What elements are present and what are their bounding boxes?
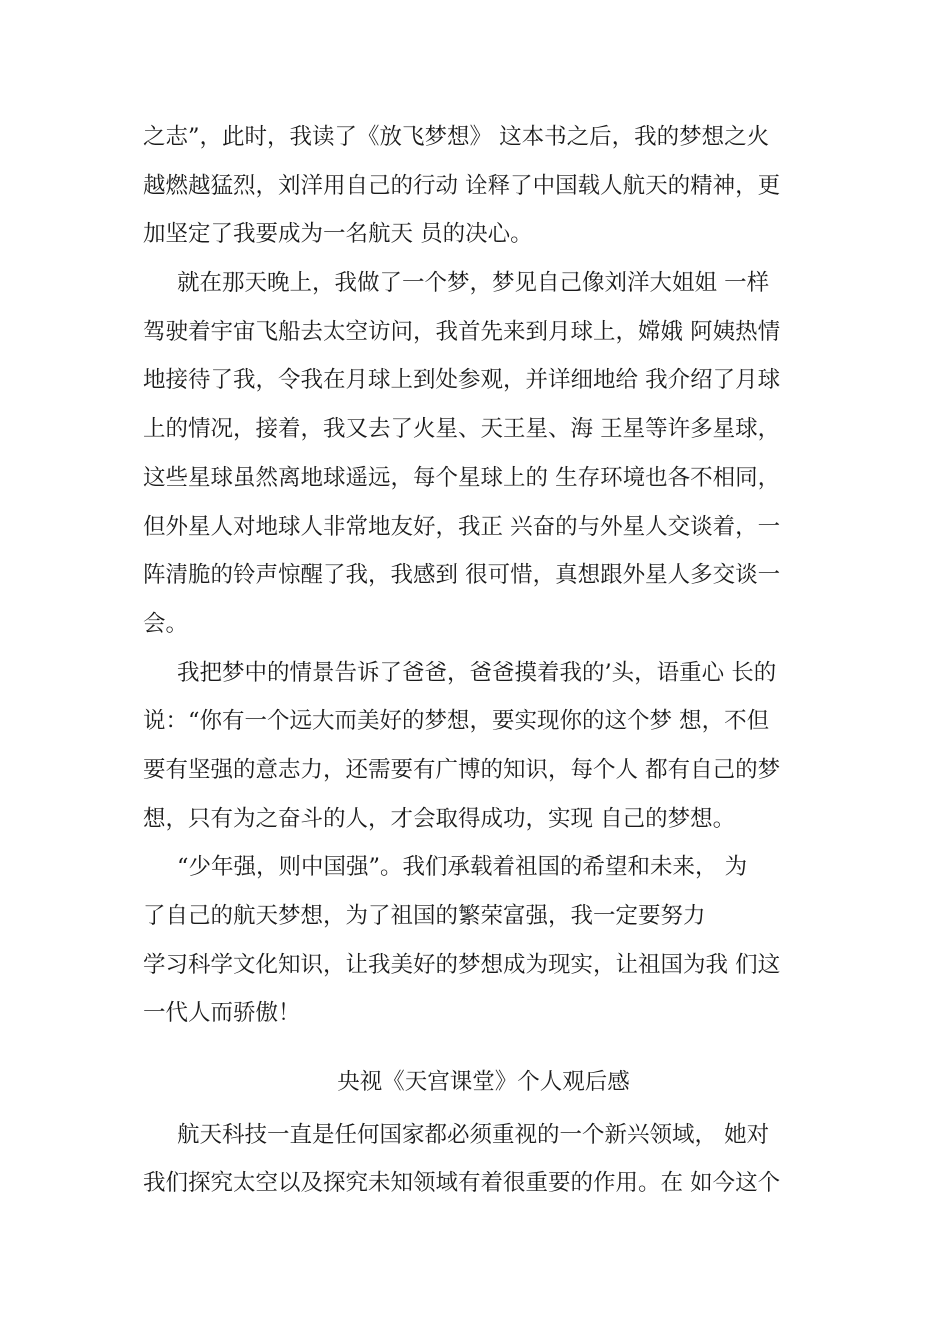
text-line: 上的情况，接着，我又去了火星、天王星、海 王星等许多星球， — [143, 416, 781, 443]
document-body — [143, 113, 818, 1208]
text-line: 要有坚强的意志力，还需要有广博的知识，每个人 都有自己的梦 — [143, 756, 781, 783]
text-line: 地接待了我，令我在月球上到处参观，并详细地给 我介绍了月球 — [143, 367, 781, 394]
text-line: 驾驶着宇宙飞船去太空访问，我首先来到月球上，嫦娥 阿姨热情 — [143, 318, 781, 345]
section-heading: 央视《天宫课堂》个人观后感 — [337, 1069, 630, 1096]
text-line: 我把梦中的情景告诉了爸爸，爸爸摸着我的’头，语重心 长的 — [177, 659, 777, 686]
text-line: 了自己的航天梦想，为了祖国的繁荣富强，我一定要努力 — [143, 903, 706, 929]
text-line: 这些星球虽然离地球遥远，每个星球上的 生存环境也各不相同， — [143, 464, 781, 491]
text-line: 就在那天晚上，我做了一个梦，梦见自己像刘洋大姐姐 一样 — [177, 270, 770, 297]
text-line: 但外星人对地球人非常地友好，我正 兴奋的与外星人交谈着，一 — [143, 513, 781, 540]
text-line: 一代人而骄傲！ — [143, 1000, 301, 1027]
text-line: 想，只有为之奋斗的人，才会取得成功，实现 自己的梦想。 — [143, 805, 736, 832]
text-line: 阵清脆的铃声惊醒了我，我感到 很可惜，真想跟外星人多交谈一 — [143, 562, 781, 589]
text-line: “少年强，则中国强”。我们承载着祖国的希望和未来， 为 — [177, 854, 748, 881]
text-line: 之志”，此时，我读了《放飞梦想》 这本书之后，我的梦想之火 — [143, 124, 770, 150]
text-line: 学习科学文化知识，让我美好的梦想成为现实，让祖国为我 们这 — [143, 951, 781, 978]
text-line: 加坚定了我要成为一名航天 员的决心。 — [143, 221, 533, 248]
text-line: 越燃越猛烈，刘洋用自己的行动 诠释了中国载人航天的精神，更 — [143, 172, 781, 199]
essay-text-block-next — [143, 1111, 818, 1208]
text-line: 说：“你有一个远大而美好的梦想，要实现你的这个梦 想，不但 — [143, 708, 770, 735]
text-line: 我们探究太空以及探究未知领域有着很重要的作用。在 如今这个 — [143, 1170, 781, 1197]
text-line: 会。 — [143, 610, 189, 637]
text-line: 航天科技一直是任何国家都必须重视的一个新兴领域， 她对 — [177, 1121, 770, 1148]
essay-text-block — [143, 113, 818, 1038]
